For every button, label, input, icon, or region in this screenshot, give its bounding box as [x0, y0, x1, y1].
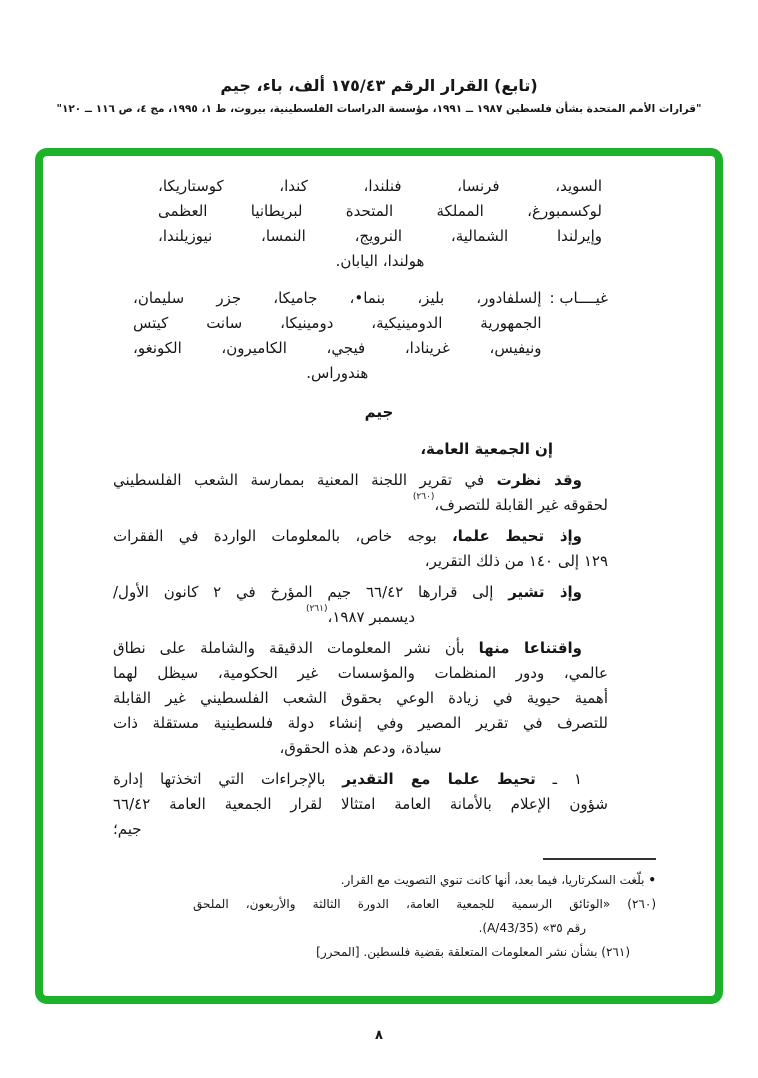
section-heading: جيم: [364, 403, 394, 421]
footnote-secretariat: • بلّغت السكرتاريا، فيما بعد، أنها كانت تنوي التصويت مع القرار.: [340, 873, 656, 887]
footnote-number: (٢٦١): [601, 945, 630, 959]
paragraph-lead: وإذ تحيط علما،: [451, 527, 582, 545]
paragraph-lead: تحيط علما مع التقدير: [342, 770, 536, 788]
document-content: [43, 156, 715, 996]
header-resolution-title: (تابع) القرار الرقم ١٧٥/٤٣ ألف، باء، جيم: [220, 76, 538, 95]
paragraph-lead: واقتناعا منها: [478, 639, 583, 657]
absence-countries-list: [133, 286, 542, 386]
absence-line: هندوراس.: [306, 364, 369, 382]
paragraph-line: لحقوقه غير القابلة للتصرف،$^{(٢٦٠)}$: [412, 492, 608, 514]
footnote-260-continuation: رقم ٣٥» (A/43/35).: [478, 921, 586, 935]
footnote-ref-260: (٢٦٠): [412, 492, 435, 502]
paragraph-line: وقد نظرت في تقرير اللجنة المعنية بممارسة الشعب الفلسطيني: [113, 471, 582, 489]
footnote-261: (٢٦١) بشأن نشر المعلومات المتعلقة بقضية فلسطين. [المحرر]: [316, 945, 630, 959]
paragraph-line: للتصرف في تقرير المصير وفي إنشاء دولة فلسطينية مستقلة ذات: [113, 714, 608, 732]
countries-line: وإيرلندا الشمالية، النرويج، النمسا، نيوزيلندا،: [158, 227, 602, 245]
footnotes-section: [193, 858, 656, 964]
assembly-intro: إن الجمعية العامة،: [420, 440, 553, 458]
document-frame: [35, 148, 723, 1004]
item-number: ١ ـ: [535, 770, 582, 788]
paragraph-line: ١ ـ تحيط علما مع التقدير بالإجراءات التي اتخذتها إدارة: [113, 770, 582, 788]
paragraph-line: جيم؛: [113, 820, 142, 838]
paragraph-line: أهمية حيوية في زيادة الوعي بحقوق الشعب الفلسطيني غير القابلة: [113, 689, 608, 707]
absence-line: إلسلفادور، بليز، بنما•، جاميكا، جزر سليمان،: [133, 289, 542, 307]
absence-line: ونيفيس، غرينادا، فيجي، الكاميرون، الكونغو،: [133, 339, 542, 357]
paragraph-line: عالمي، ودور المنظمات والمؤسسات غير الحكومية، سيظل لهما: [113, 664, 608, 682]
page-number: ٨: [375, 1028, 383, 1043]
vote-countries-list: [158, 174, 602, 274]
footnote-number: (٢٦٠): [627, 897, 656, 911]
footnote-ref-261: (٢٦١): [305, 604, 328, 614]
operative-paragraph-1: [113, 767, 608, 842]
paragraph-line: وإذ تشير إلى قرارها ٦٦/٤٢ جيم المؤرخ في ٢ كانون الأول/: [113, 583, 582, 601]
paragraph-line: وإذ تحيط علما، بوجه خاص، بالمعلومات الواردة في الفقرات: [113, 527, 582, 545]
paragraph-lead: وقد نظرت: [496, 471, 582, 489]
paragraph-taking-note: [113, 524, 608, 574]
footnote-separator: [543, 858, 656, 860]
countries-line: السويد، فرنسا، فنلندا، كندا، كوستاريكا،: [158, 177, 602, 195]
paragraph-line: شؤون الإعلام بالأمانة العامة امتثالا لقرار الجمعية العامة ٦٦/٤٢: [113, 795, 608, 813]
countries-line: هولندا، اليابان.: [335, 252, 425, 270]
paragraph-line: ١٢٩ إلى ١٤٠ من ذلك التقرير،: [424, 552, 608, 570]
paragraph-convinced: [113, 636, 608, 761]
absence-line: الجمهورية الدومينيكية، دومينيكا، سانت كيتس: [133, 314, 542, 332]
header-source-citation: "قرارات الأمم المتحدة بشأن فلسطين ١٩٨٧ ــ ١٩٩١، مؤسسة الدراسات الفلسطينية، بيروت، ط ١، ١٩٩٥، مج ٤، ص ١١٦ ــ ١٢٠": [56, 103, 702, 115]
footnote-260: (٢٦٠) «الوثائق الرسمية للجمعية العامة، الدورة الثالثة والأربعون، الملحق: [193, 897, 656, 911]
paragraph-line: واقتناعا منها بأن نشر المعلومات الدقيقة والشاملة على نطاق: [113, 639, 583, 657]
footnote-bullet: •: [648, 873, 656, 887]
paragraph-lead: وإذ تشير: [508, 583, 582, 601]
countries-line: لوكسمبورغ، المملكة المتحدة لبريطانيا العظمى: [158, 202, 602, 220]
absence-section: [133, 286, 608, 386]
absence-label: غيــــاب :: [549, 289, 608, 307]
paragraph-line: ديسمبر ١٩٨٧،$^{(٢٦١)}$: [305, 604, 416, 626]
paragraph-recalling: [113, 580, 608, 630]
paragraph-line: سيادة، ودعم هذه الحقوق،: [279, 739, 442, 757]
paragraph-having-considered: [113, 468, 608, 518]
